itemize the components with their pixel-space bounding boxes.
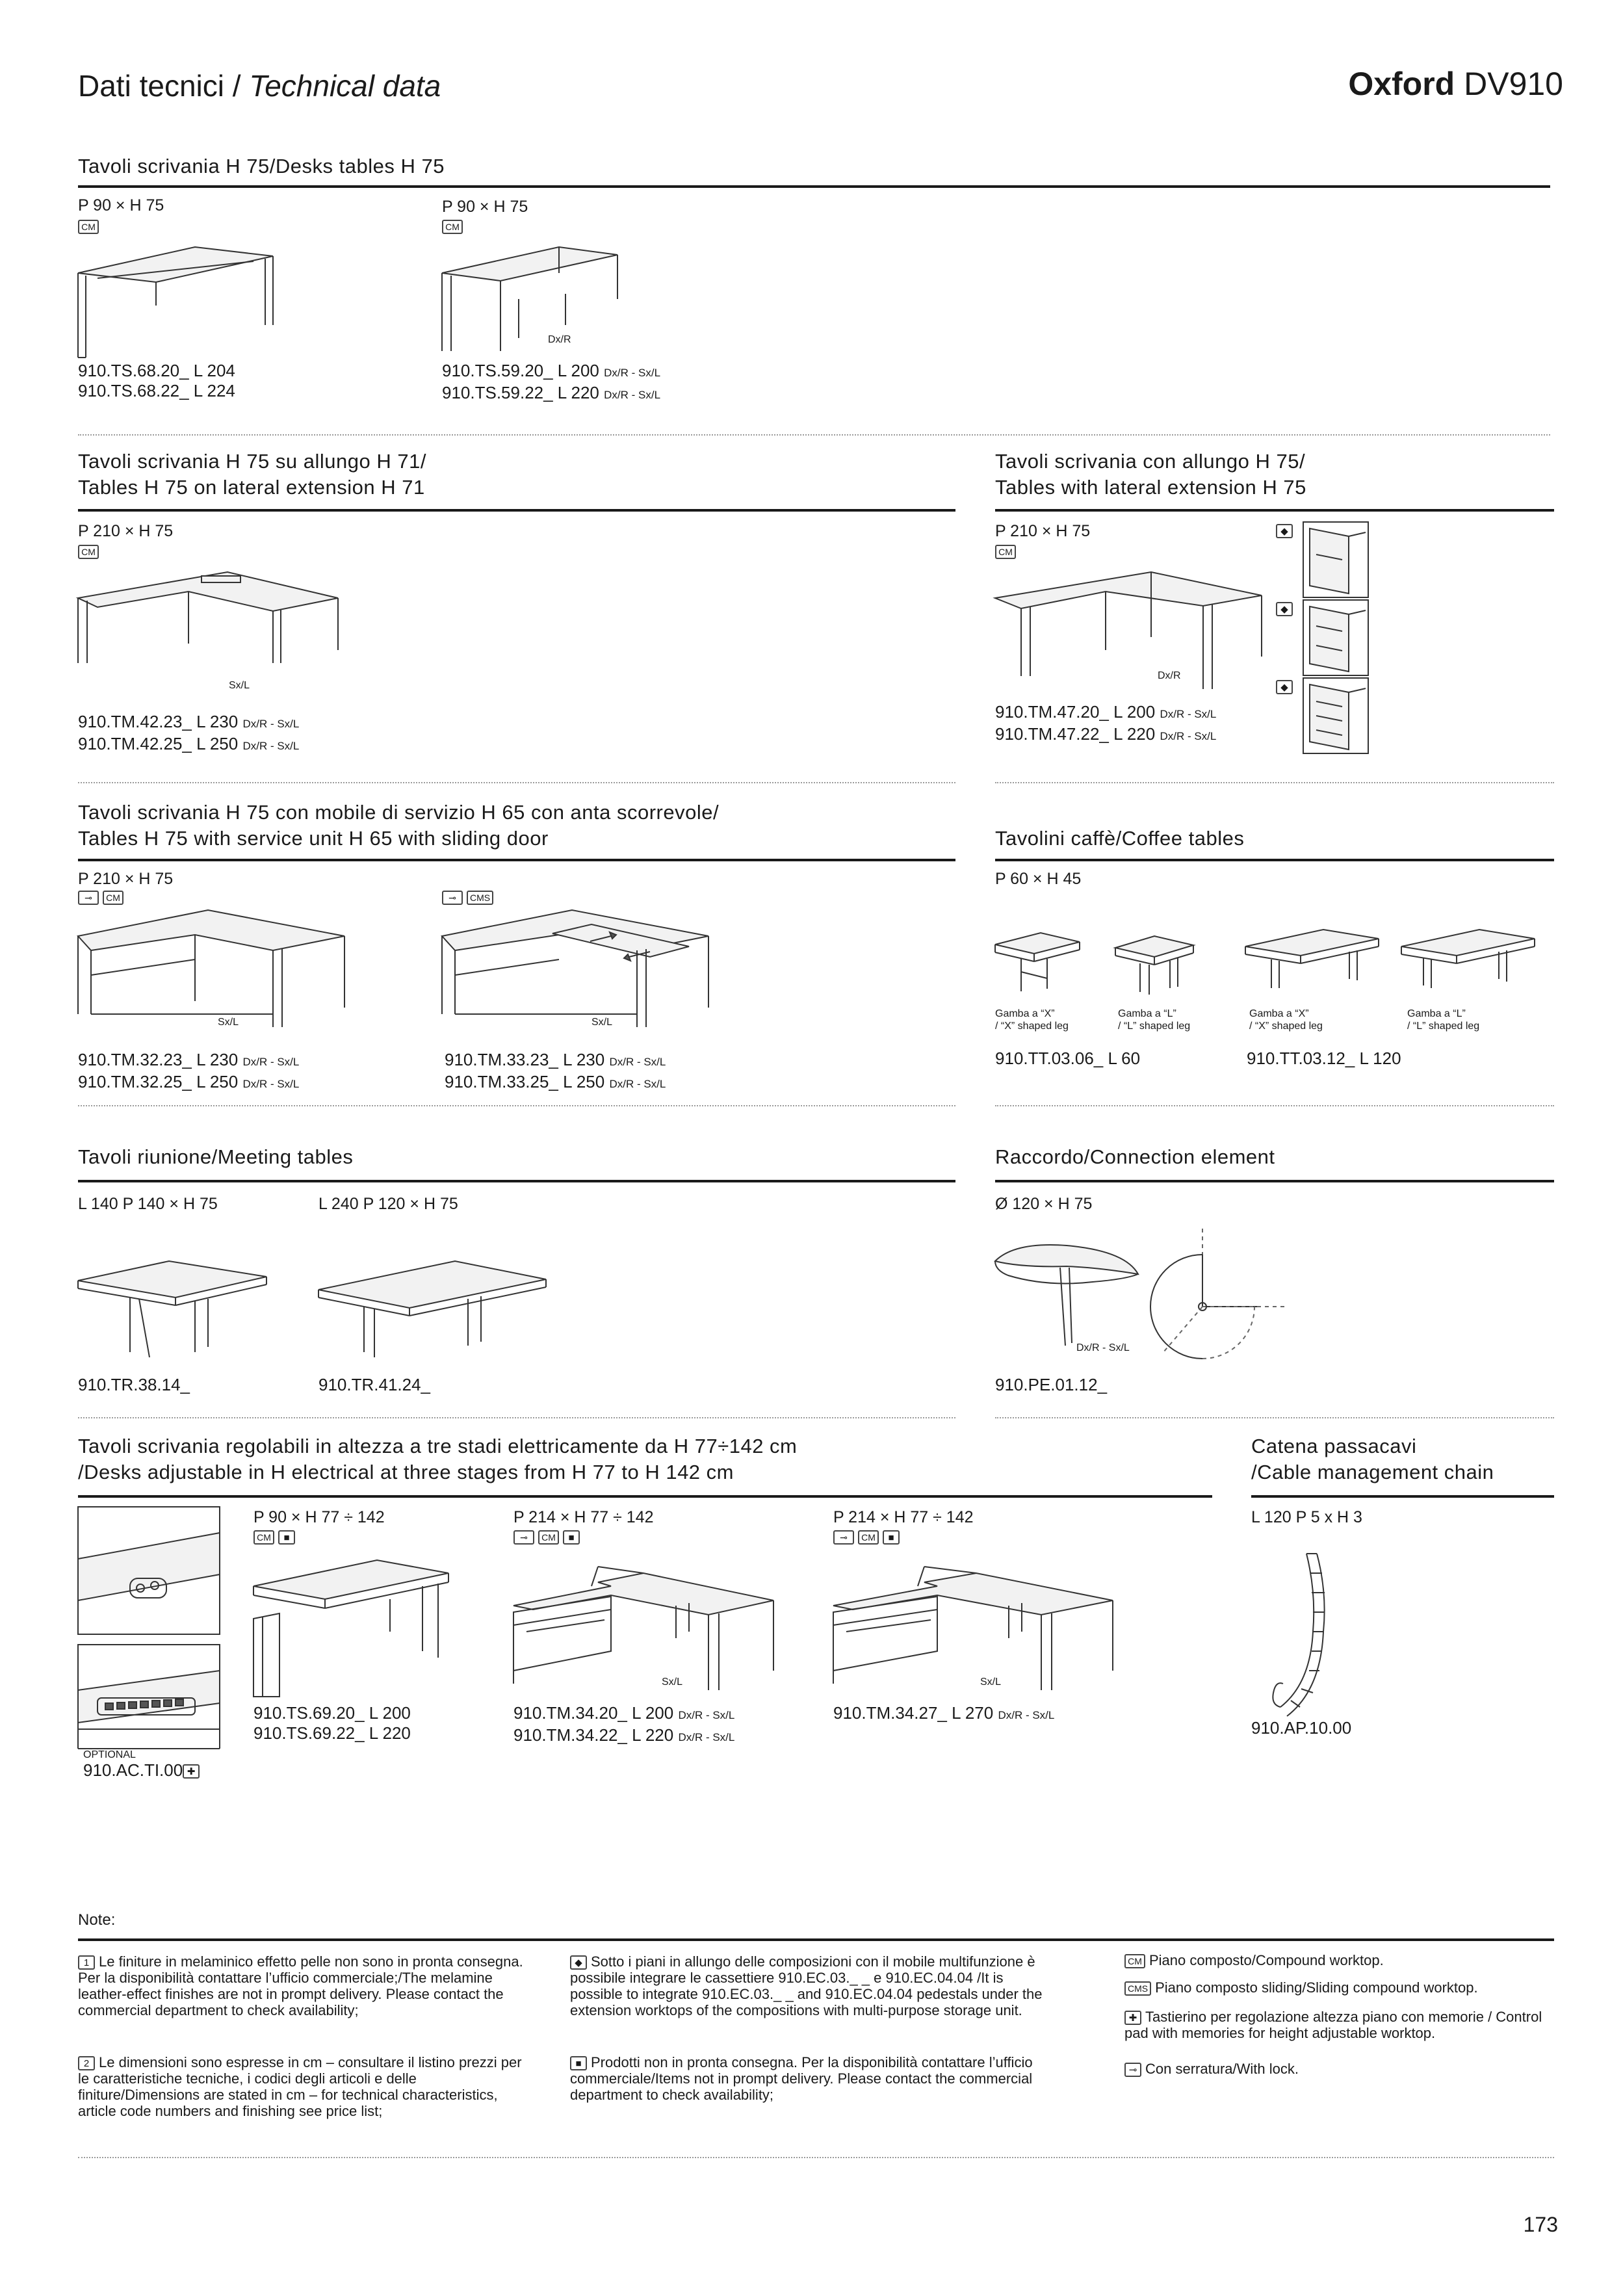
section-rule xyxy=(78,1495,1212,1498)
section-rule xyxy=(1251,1495,1554,1498)
side-label: Sx/L xyxy=(662,1676,683,1688)
code-list xyxy=(445,1050,666,1094)
dotted-divider xyxy=(78,434,1550,436)
meeting-table-square xyxy=(78,1261,273,1365)
dimension-label: P 210 × H 75 xyxy=(78,522,174,540)
section-rule xyxy=(78,185,1550,188)
leg-caption: Gamba a “X” / “X” shaped leg xyxy=(1249,1008,1323,1032)
coffee-table-l xyxy=(1115,936,1197,1001)
control-pad-detail xyxy=(78,1507,220,1637)
cm-badge: CM xyxy=(995,545,1020,559)
code-item: 910.TM.47.20_ L 200 Dx/R - Sx/L xyxy=(995,702,1217,722)
service-desk-illustration xyxy=(78,910,351,1034)
square-icon: ■ xyxy=(563,1530,580,1545)
page-number: 173 xyxy=(1523,2213,1558,2236)
dimension-label: P 214 × H 77 ÷ 142 xyxy=(513,1508,654,1526)
dotted-divider xyxy=(78,782,955,783)
side-label: Dx/R - Sx/L xyxy=(1076,1342,1130,1353)
notes-rule xyxy=(78,1938,1554,1941)
code-item: 910.TT.03.12_ L 120 xyxy=(1247,1049,1401,1068)
dotted-divider xyxy=(78,1105,955,1106)
code-item: 910.TM.42.25_ L 250 Dx/R - Sx/L xyxy=(78,734,300,753)
dimension-label: L 240 P 120 × H 75 xyxy=(318,1195,458,1213)
dimension-label: P 214 × H 77 ÷ 142 xyxy=(833,1508,974,1526)
sliding-desk-illustration xyxy=(442,910,715,1034)
badge-row: ⊸ CM ■ xyxy=(513,1530,584,1545)
code-item: 910.TS.69.20_ L 200 xyxy=(253,1703,411,1723)
dimension-label: P 90 × H 75 xyxy=(78,196,164,215)
side-label: Sx/L xyxy=(591,1017,613,1028)
pedestal-icon: ◆ xyxy=(1276,602,1293,616)
square-icon: ■ xyxy=(278,1530,295,1545)
square-icon: ■ xyxy=(883,1530,900,1545)
leg-caption: Gamba a “L” / “L” shaped leg xyxy=(1407,1008,1480,1032)
cm-badge: CM xyxy=(78,220,103,234)
connection-element-3d xyxy=(995,1242,1145,1352)
code-item: 910.TS.59.20_ L 200 Dx/R - Sx/L xyxy=(442,361,661,380)
pedestal-thumb xyxy=(1303,600,1368,675)
dimension-label: P 210 × H 75 xyxy=(78,870,174,888)
code-item: 910.AP.10.00 xyxy=(1251,1718,1352,1738)
dimension-label: L 120 P 5 x H 3 xyxy=(1251,1508,1362,1526)
pedestal-icon: ◆ xyxy=(1276,680,1293,694)
dotted-divider xyxy=(995,1105,1554,1106)
pedestal-thumb xyxy=(1303,678,1368,753)
badge-row: ⊸ CMS xyxy=(442,891,497,905)
desk-illustration xyxy=(995,566,1268,696)
brand-title: Oxford DV910 xyxy=(1348,66,1563,102)
leg-caption: Gamba a “X” / “X” shaped leg xyxy=(995,1008,1069,1032)
code-item: 910.PE.01.12_ xyxy=(995,1375,1108,1394)
code-item: 910.TM.32.25_ L 250 Dx/R - Sx/L xyxy=(78,1072,300,1091)
control-pad-memory xyxy=(78,1645,220,1749)
dimension-label: P 60 × H 45 xyxy=(995,870,1082,888)
note-1: 1 Le finiture in melaminico effetto pelle non sono in pronta consegna. Per la disponibilità contattare l’ufficio commerciale;/The melamine leather-effect finishes are not in prompt delivery. Please contact the commercial department to check availability; xyxy=(78,1953,523,2019)
coffee-table-l-long xyxy=(1401,930,1538,995)
code-list xyxy=(253,1703,411,1743)
desk-illustration xyxy=(442,247,637,351)
adjustable-desk xyxy=(253,1560,448,1703)
coffee-table-x-long xyxy=(1245,930,1382,995)
plus-icon: ✚ xyxy=(1124,2011,1141,2025)
code-item: 910.TM.33.23_ L 230 Dx/R - Sx/L xyxy=(445,1050,666,1069)
code-list xyxy=(513,1703,734,1747)
note-2: 2 Le dimensioni sono espresse in cm – consultare il listino prezzi per le caratteristiche tecniche, i codici degli articoli e delle finiture/Dimensions are stated in cm – for technical characteristics, article code numbers and finishing see price list; xyxy=(78,2054,522,2120)
pedestal-icon: ◆ xyxy=(1276,524,1293,538)
dimension-label: P 210 × H 75 xyxy=(995,522,1091,540)
section-title-extension-71: Tavoli scrivania H 75 su allungo H 71/ Tables H 75 on lateral extension H 71 xyxy=(78,450,426,499)
code-item: 910.TS.69.22_ L 220 xyxy=(253,1723,411,1743)
section-title-service-unit: Tavoli scrivania H 75 con mobile di servizio H 65 con anta scorrevole/ Tables H 75 with service unit H 65 with sliding door xyxy=(78,801,720,850)
square-icon: ■ xyxy=(570,2056,587,2070)
adjustable-service-desk-long xyxy=(833,1560,1113,1703)
code-item: 910.AC.TI.00 ✚ xyxy=(83,1760,203,1781)
section-title-desks: Tavoli scrivania H 75/Desks tables H 75 xyxy=(78,155,445,177)
meeting-table-rect xyxy=(318,1261,552,1365)
section-rule xyxy=(995,859,1554,861)
code-item: 910.TS.59.22_ L 220 Dx/R - Sx/L xyxy=(442,383,661,402)
section-title-coffee: Tavolini caffè/Coffee tables xyxy=(995,827,1245,850)
code-item: 910.TM.32.23_ L 230 Dx/R - Sx/L xyxy=(78,1050,300,1069)
code-item: 910.TM.47.22_ L 220 Dx/R - Sx/L xyxy=(995,724,1217,744)
code-list xyxy=(78,712,299,756)
dimension-label: Ø 120 × H 75 xyxy=(995,1195,1093,1213)
lock-icon: ⊸ xyxy=(833,1530,854,1545)
dotted-divider xyxy=(78,1417,955,1418)
cm-badge: CM xyxy=(442,220,467,234)
optional-label: OPTIONAL xyxy=(83,1749,136,1760)
note-4: ■ Prodotti non in pronta consegna. Per la disponibilità contattare l’ufficio commerciale/Items not in prompt delivery. Please contact the commercial department to check availability; xyxy=(570,2054,1033,2104)
section-title-adjustable: Tavoli scrivania regolabili in altezza a tre stadi elettricamente da H 77÷142 cm /Desks adjustable in H electrical at three stages from H 77 to H 142 cm xyxy=(78,1435,798,1483)
note-7: ✚ Tastierino per regolazione altezza piano con memorie / Control pad with memories for height adjustable worktop. xyxy=(1124,2009,1542,2042)
pedestal-icon: ◆ xyxy=(570,1955,587,1970)
lock-icon: ⊸ xyxy=(1124,2063,1141,2077)
code-item: 910.TS.68.20_ L 204 xyxy=(78,361,235,380)
section-title-meeting: Tavoli riunione/Meeting tables xyxy=(78,1145,354,1168)
side-label: Sx/L xyxy=(980,1676,1002,1688)
code-item: 910.TM.34.27_ L 270 Dx/R - Sx/L xyxy=(833,1703,1055,1723)
badge-row: CM ■ xyxy=(253,1530,299,1545)
side-label: Dx/R xyxy=(548,334,571,345)
dotted-divider xyxy=(995,1417,1554,1418)
lock-icon: ⊸ xyxy=(442,891,463,905)
code-list xyxy=(833,1703,1054,1725)
section-title-connection: Raccordo/Connection element xyxy=(995,1145,1275,1168)
code-list xyxy=(442,361,660,405)
dimension-label: P 90 × H 77 ÷ 142 xyxy=(253,1508,385,1526)
code-item: 910.TM.42.23_ L 230 Dx/R - Sx/L xyxy=(78,712,300,731)
note-8: ⊸ Con serratura/With lock. xyxy=(1124,2061,1553,2077)
code-list xyxy=(78,1050,299,1094)
section-rule xyxy=(78,1180,955,1182)
section-rule xyxy=(995,1180,1554,1182)
code-item: 910.TR.38.14_ xyxy=(78,1375,190,1394)
code-item: 910.TR.41.24_ xyxy=(318,1375,431,1394)
desk-illustration xyxy=(78,572,344,702)
code-list xyxy=(78,361,235,401)
note-3: ◆ Sotto i piani in allungo delle composizioni con il mobile multifunzione è possibile integrare le cassettiere 910.EC.03._ _ e 910.EC.04.04 /It is possible to integrate 910.EC.03._ _ and 910.EC.04.04 pedestals under the extension worktops of the compositions with multi-purpose storage unit. xyxy=(570,1953,1043,2019)
dimension-label: P 90 × H 75 xyxy=(442,198,528,216)
note-6: CMS Piano composto sliding/Sliding compound worktop. xyxy=(1124,1979,1553,1996)
section-rule xyxy=(78,859,955,861)
code-item: 910.TM.34.20_ L 200 Dx/R - Sx/L xyxy=(513,1703,735,1723)
leg-caption: Gamba a “L” / “L” shaped leg xyxy=(1118,1008,1191,1032)
connection-element-plan xyxy=(1150,1229,1300,1365)
section-rule xyxy=(995,509,1554,512)
code-list xyxy=(995,702,1216,746)
code-item: 910.TM.33.25_ L 250 Dx/R - Sx/L xyxy=(445,1072,666,1091)
lock-icon: ⊸ xyxy=(78,891,99,905)
badge-row: ⊸ CM ■ xyxy=(833,1530,903,1545)
note-5: CM Piano composto/Compound worktop. xyxy=(1124,1952,1553,1968)
adjustable-service-desk xyxy=(513,1560,773,1703)
dimension-label: L 140 P 140 × H 75 xyxy=(78,1195,218,1213)
section-title-extension-75: Tavoli scrivania con allungo H 75/ Tables with lateral extension H 75 xyxy=(995,450,1306,499)
cm-badge: CM xyxy=(78,545,103,559)
code-item: 910.TM.34.22_ L 220 Dx/R - Sx/L xyxy=(513,1725,735,1745)
pedestal-thumb xyxy=(1303,522,1368,597)
section-title-cable-chain: Catena passacavi /Cable management chain xyxy=(1251,1435,1494,1483)
side-label: Sx/L xyxy=(218,1017,239,1028)
notes-label: Note: xyxy=(78,1911,116,1929)
page-title: Dati tecnici / Technical data xyxy=(78,69,441,103)
side-label: Sx/L xyxy=(229,680,250,691)
side-label: Dx/R xyxy=(1158,670,1181,681)
coffee-table-x xyxy=(995,933,1083,998)
dotted-divider xyxy=(995,782,1554,783)
code-item: 910.TS.68.22_ L 224 xyxy=(78,381,235,400)
section-rule xyxy=(78,509,955,512)
plus-icon: ✚ xyxy=(183,1764,200,1779)
code-item: 910.TT.03.06_ L 60 xyxy=(995,1049,1141,1068)
badge-row: ⊸ CM xyxy=(78,891,127,905)
desk-illustration xyxy=(78,247,279,377)
cable-chain-illustration xyxy=(1267,1554,1345,1723)
dotted-divider xyxy=(78,2157,1554,2158)
lock-icon: ⊸ xyxy=(513,1530,534,1545)
